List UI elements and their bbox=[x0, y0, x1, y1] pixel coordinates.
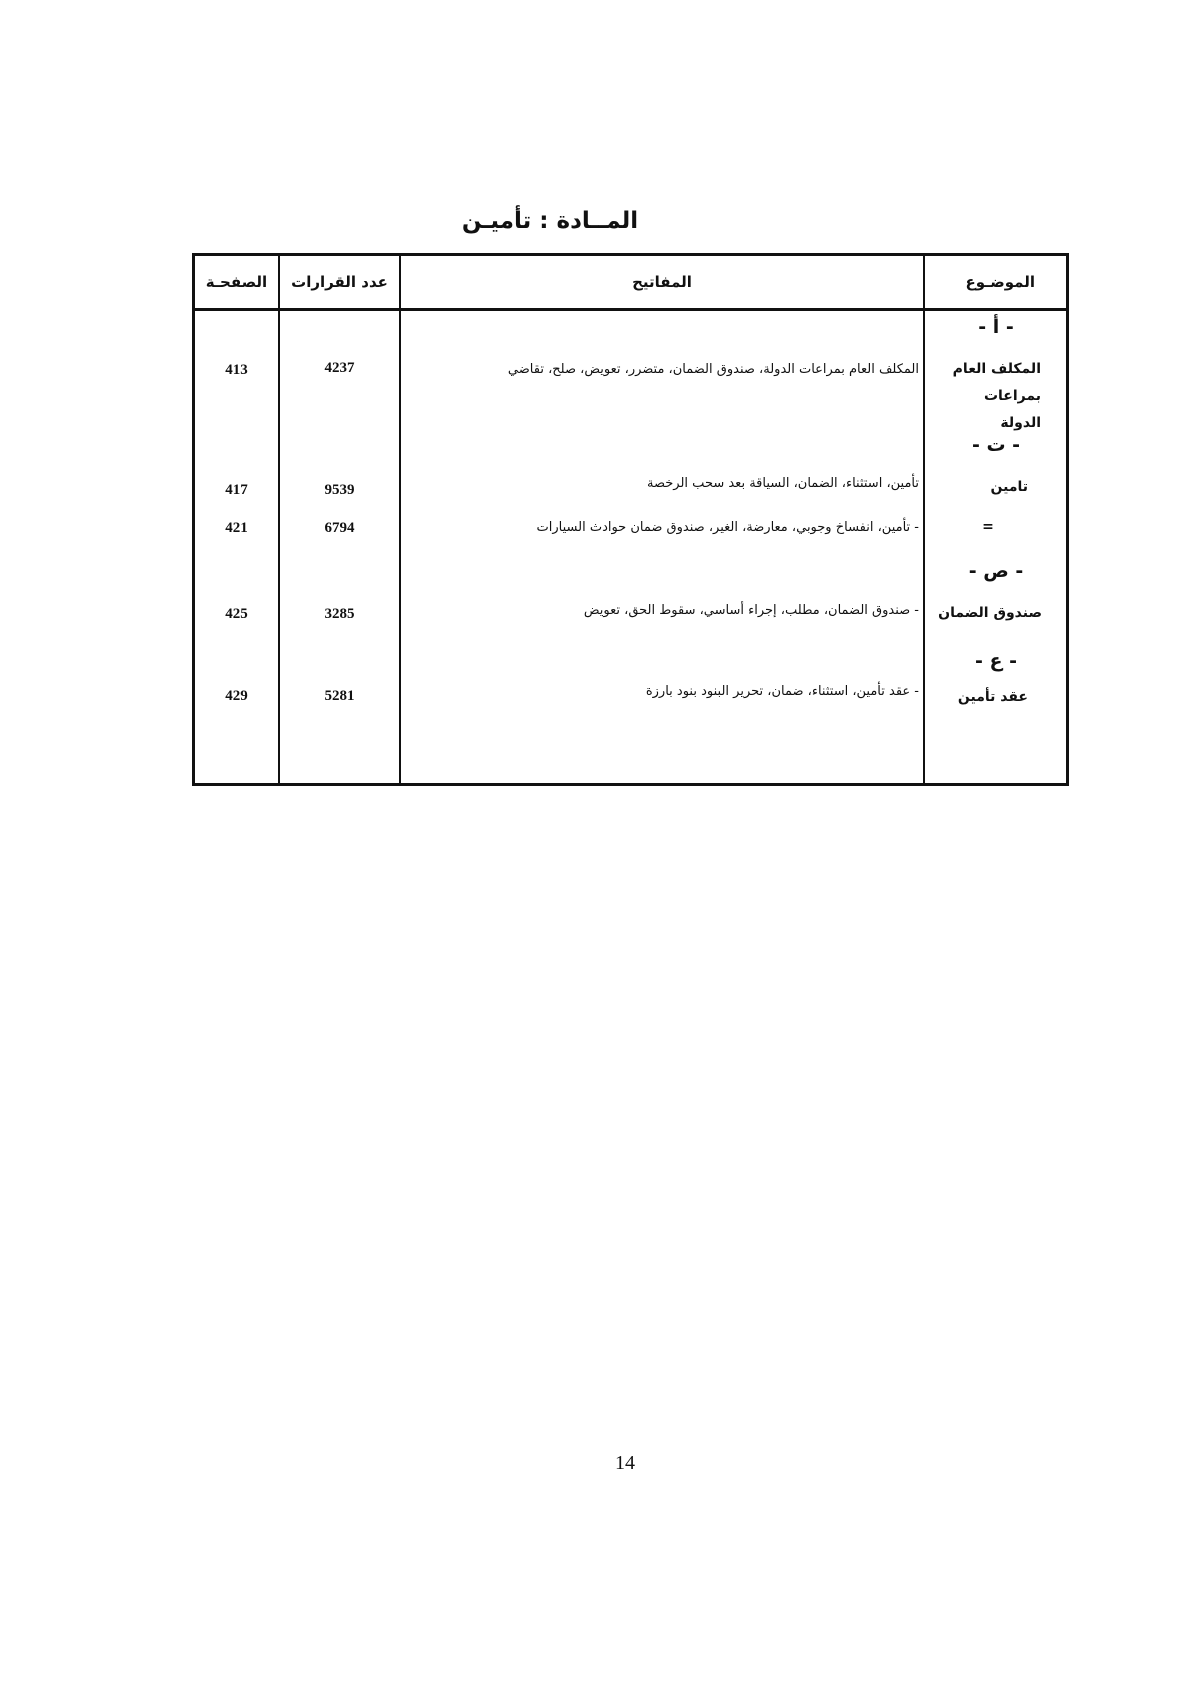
page-cell: 429 bbox=[225, 688, 248, 704]
keywords-cell: - صندوق الضمان، مطلب، إجراء أساسي، سقوط الحق، تعويض bbox=[583, 603, 919, 618]
keywords-cell: - عقد تأمين، استثناء، ضمان، تحرير البنود بنود بارزة bbox=[645, 684, 919, 699]
page-cell: 425 bbox=[225, 606, 248, 622]
subject-cell: = bbox=[982, 519, 994, 535]
page-cell: 417 bbox=[225, 482, 248, 498]
subject-cell: المكلف العام بمراعات الدولة bbox=[952, 361, 1041, 431]
decisions-cell: 6794 bbox=[324, 520, 355, 536]
decisions-cell: 4237 bbox=[324, 360, 355, 376]
section-letter: - ت - bbox=[971, 434, 1021, 456]
index-table bbox=[192, 253, 1069, 786]
section-letter: - ع - bbox=[975, 650, 1017, 672]
header-keywords: المفاتيح bbox=[632, 273, 692, 291]
column-divider bbox=[399, 256, 401, 783]
page-cell: 413 bbox=[225, 362, 248, 378]
header-divider bbox=[195, 308, 1066, 311]
subject-cell: صندوق الضمان bbox=[938, 605, 1042, 621]
decisions-cell: 3285 bbox=[324, 606, 355, 622]
header-page: الصفحـة bbox=[205, 273, 268, 291]
page-title: المــادة : تأميـن bbox=[461, 208, 639, 234]
keywords-cell: المكلف العام بمراعات الدولة، صندوق الضمان، متضرر، تعويض، صلح، تقاضي bbox=[507, 362, 919, 377]
section-letter: - ص - bbox=[968, 560, 1024, 582]
page-cell: 421 bbox=[225, 520, 248, 536]
page-number: 14 bbox=[615, 1452, 635, 1474]
header-subject: الموضـوع bbox=[965, 273, 1035, 291]
header-decisions: عدد القرارات bbox=[291, 273, 388, 291]
subject-cell: تامين bbox=[990, 479, 1028, 495]
section-letter: - أ - bbox=[978, 316, 1014, 338]
decisions-cell: 9539 bbox=[324, 482, 355, 498]
decisions-cell: 5281 bbox=[324, 688, 355, 704]
keywords-cell: - تأمين، انفساخ وجوبي، معارضة، الغير، صندوق ضمان حوادث السيارات bbox=[536, 520, 919, 535]
keywords-cell: تأمين، استثناء، الضمان، السياقة بعد سحب الرخصة bbox=[647, 476, 919, 491]
subject-cell: عقد تأمين bbox=[957, 689, 1028, 705]
